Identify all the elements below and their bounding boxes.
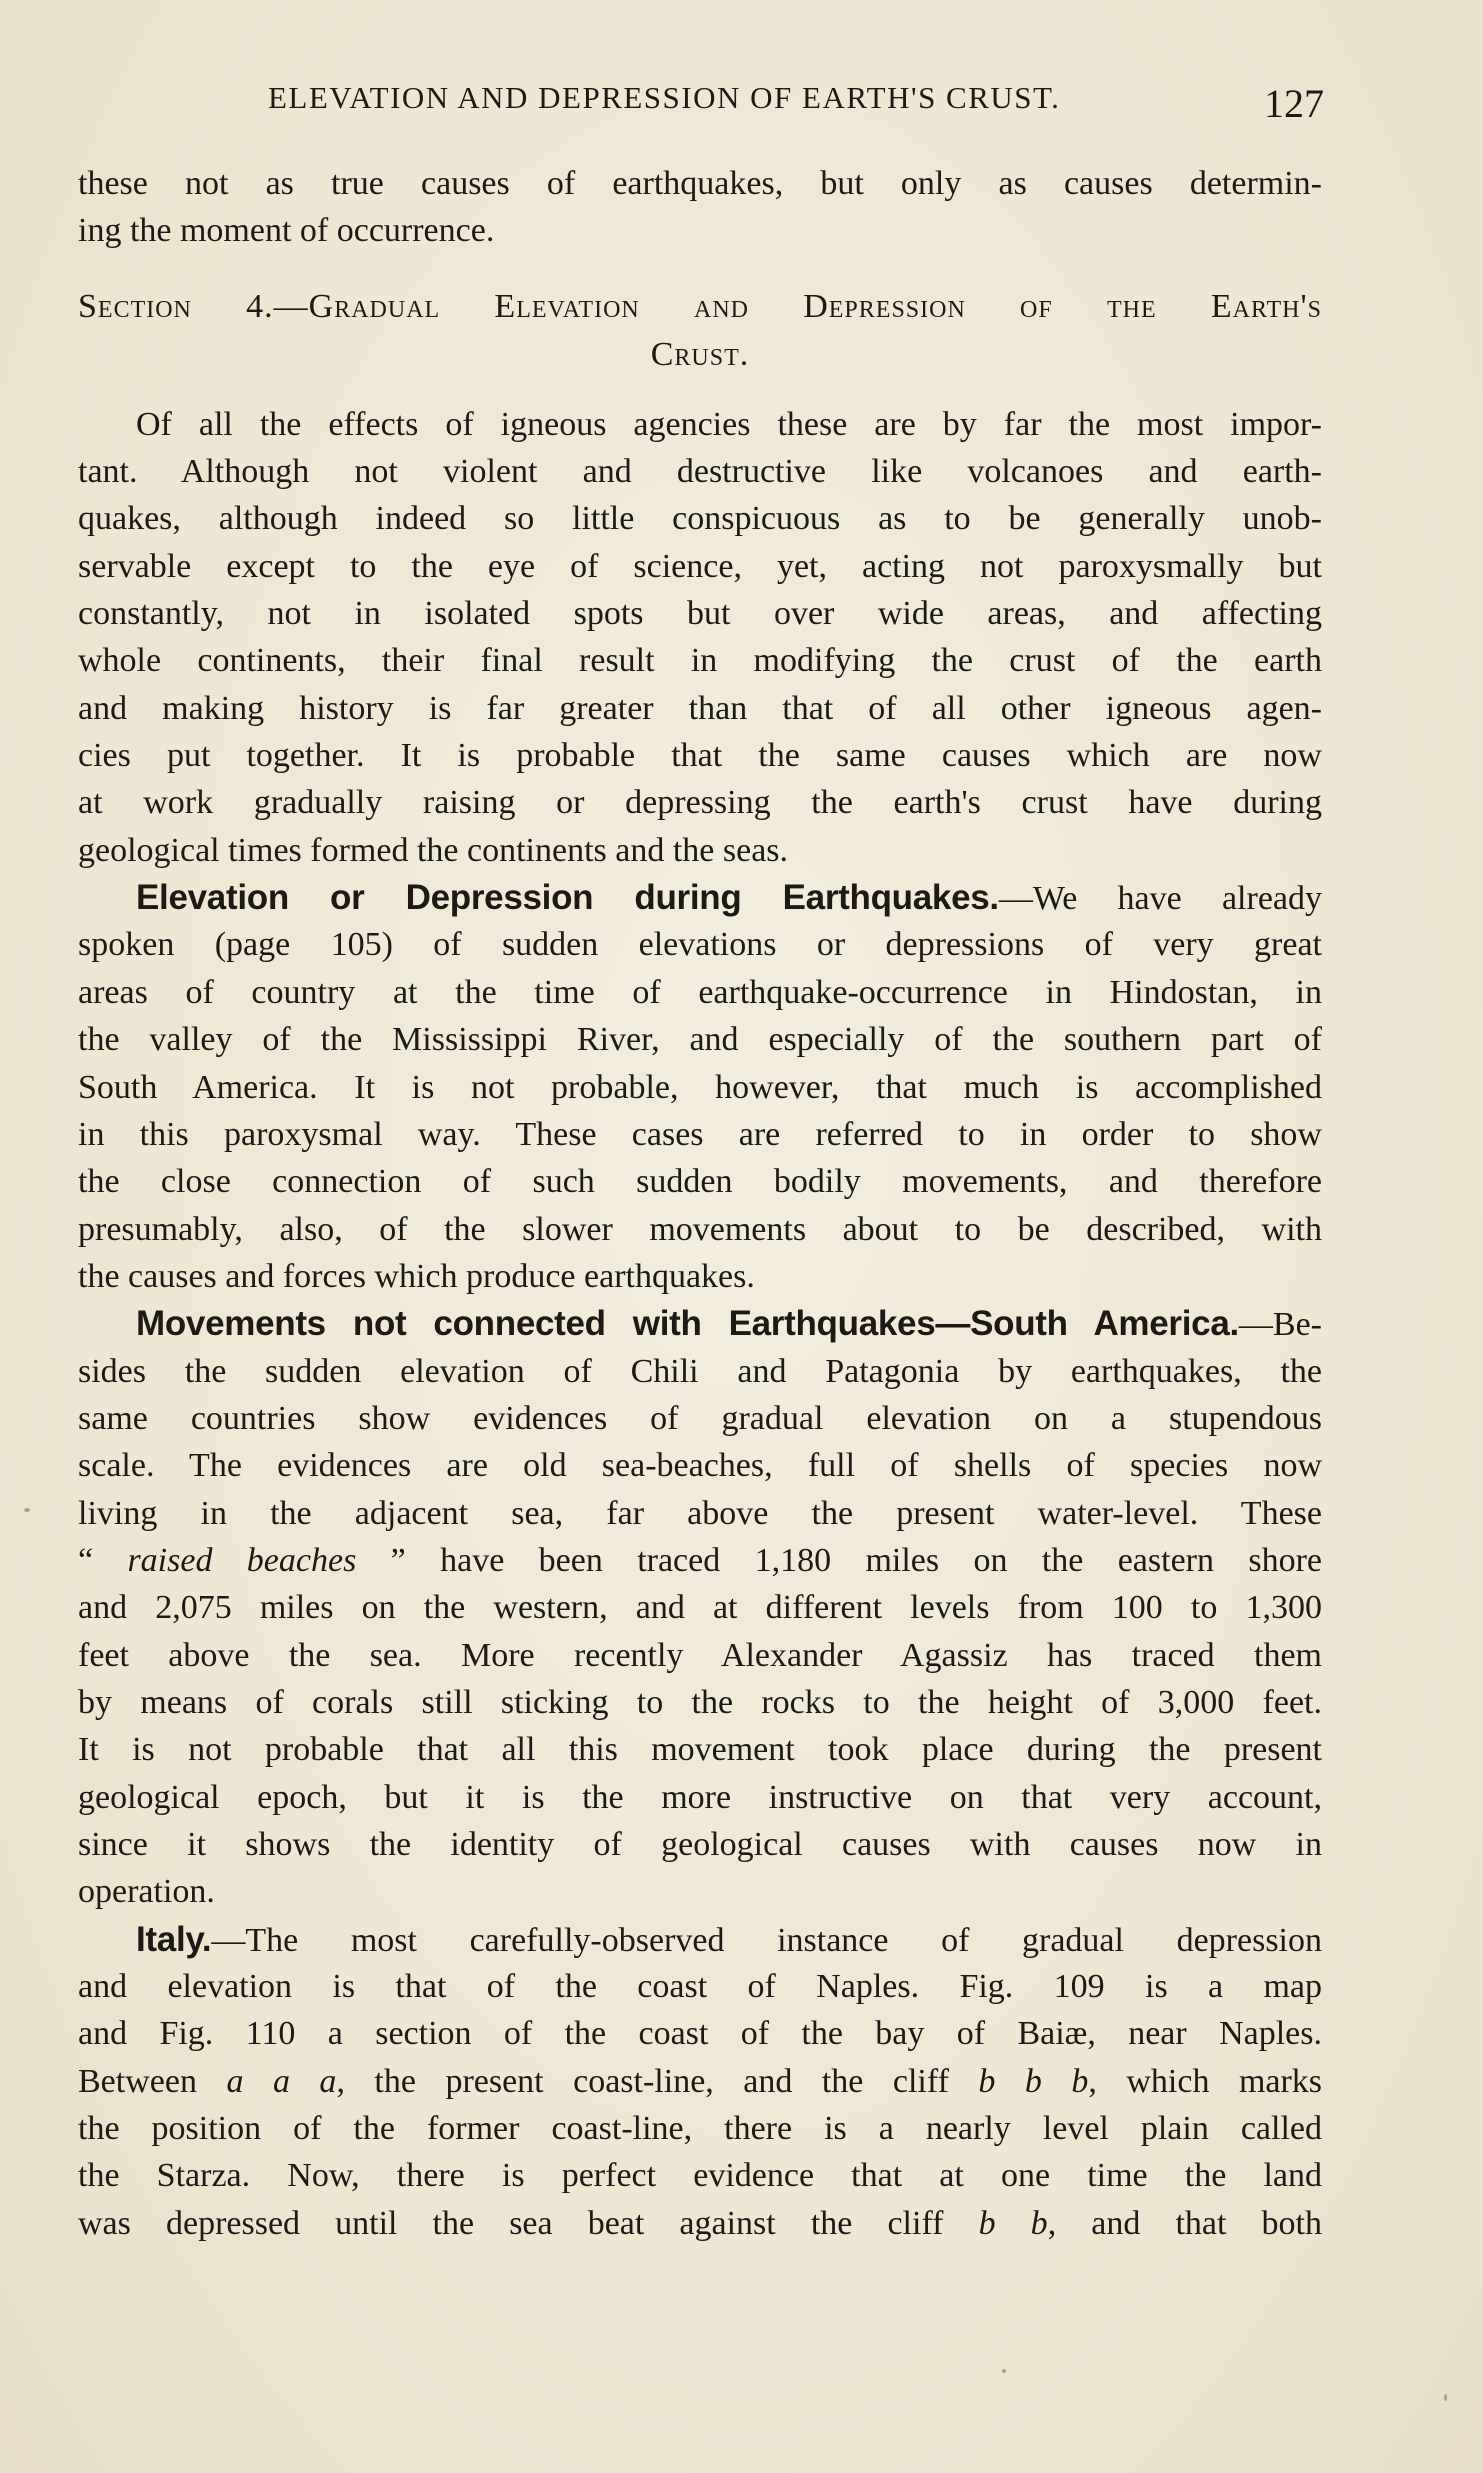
- text-line: [78, 1632, 1322, 1679]
- text-line: [78, 160, 1322, 207]
- text-segment: —We have already: [998, 880, 1322, 918]
- text-line: [78, 1490, 1322, 1537]
- text-segment: tant. Although not violent and destructive like volcanoes and earth-: [78, 453, 1322, 491]
- text-segment: and elevation is that of the coast of Naples. Fig. 109 is a map: [78, 1968, 1322, 2006]
- text-segment: the position of the former coast-line, there is a nearly level plain called: [78, 2110, 1322, 2148]
- text-line: [78, 732, 1322, 779]
- paper-speck: [24, 1508, 30, 1512]
- text-line: [78, 1395, 1322, 1442]
- text-segment: servable except to the eye of science, yet, acting not paroxysmally but: [78, 547, 1322, 585]
- text-segment: Of all the effects of igneous agencies these are by far the most impor-: [136, 405, 1322, 443]
- text-line: [78, 1016, 1322, 1063]
- text-segment: the close connection of such sudden bodily movements, and therefore: [78, 1163, 1322, 1201]
- text-segment: at work gradually raising or depressing the earth's crust have during: [78, 784, 1322, 822]
- text-line: [78, 779, 1322, 826]
- text-line: [78, 1868, 1322, 1915]
- text-segment: ” have been traced 1,180 miles on the eastern shore: [356, 1541, 1322, 1579]
- text-segment: geological times formed the continents and the seas.: [78, 831, 789, 869]
- text-line: [78, 1158, 1322, 1205]
- text-segment: scale. The evidences are old sea-beaches, full of shells of species now: [78, 1447, 1322, 1485]
- text-segment: in this paroxysmal way. These cases are referred to in order to show: [78, 1115, 1322, 1153]
- text-line: [78, 1348, 1322, 1395]
- text-line: [78, 543, 1322, 590]
- text-segment: the valley of the Mississippi River, and especially of the southern part of: [78, 1021, 1322, 1059]
- page-number: 127: [1264, 81, 1324, 126]
- text-line: [78, 1253, 1322, 1300]
- text-line: [78, 590, 1322, 637]
- text-line: [78, 1916, 1322, 1963]
- text-segment: It is not probable that all this movement took place during the present: [78, 1731, 1322, 1769]
- text-line: [78, 1537, 1322, 1584]
- italic-text: b b: [978, 2204, 1048, 2242]
- text-line: [78, 2058, 1322, 2105]
- text-segment: areas of country at the time of earthquake-occurrence in Hindostan, in: [78, 973, 1322, 1011]
- text-segment: whole continents, their final result in modifying the crust of the earth: [78, 642, 1322, 680]
- text-segment: the causes and forces which produce earthquakes.: [78, 1257, 755, 1295]
- text-segment: , the present coast-line, and the cliff: [336, 2062, 979, 2100]
- text-segment: Between: [78, 2062, 227, 2100]
- text-segment: was depressed until the sea beat against the cliff: [78, 2204, 979, 2242]
- section-heading-line: Crust.: [650, 335, 750, 373]
- text-line: [78, 1442, 1322, 1489]
- text-line: [78, 2105, 1322, 2152]
- text-line: [78, 874, 1322, 921]
- section-gap: [78, 255, 1322, 283]
- paper-speck: [1444, 2394, 1447, 2401]
- text-segment: living in the adjacent sea, far above the present water-level. These: [78, 1494, 1322, 1532]
- text-line: [78, 1726, 1322, 1773]
- running-head: [78, 76, 1322, 136]
- text-line: [78, 1300, 1322, 1347]
- text-segment: operation.: [78, 1873, 215, 1911]
- text-segment: presumably, also, of the slower movements about to be described, with: [78, 1210, 1322, 1248]
- text-line: [78, 685, 1322, 732]
- text-line: [78, 1206, 1322, 1253]
- text-line: [78, 207, 1322, 254]
- text-segment: and making history is far greater than that of all other igneous agen-: [78, 689, 1322, 727]
- section-heading-line: Section 4.—Gradual Elevation and Depression of the Earth's: [78, 287, 1322, 325]
- text-line: [78, 1064, 1322, 1111]
- text-segment: same countries show evidences of gradual elevation on a stupendous: [78, 1399, 1322, 1437]
- text-segment: the Starza. Now, there is perfect evidence that at one time the land: [78, 2157, 1322, 2195]
- text-segment: since it shows the identity of geological causes with causes now in: [78, 1826, 1322, 1863]
- run-in-heading: Italy.: [136, 1919, 212, 1959]
- text-line: [78, 1111, 1322, 1158]
- text-segment: geological epoch, but it is the more instructive on that very account,: [78, 1778, 1322, 1816]
- paper-speck: [1002, 2369, 1006, 2373]
- text-segment: spoken (page 105) of sudden elevations or depressions of very great: [78, 926, 1322, 964]
- text-line: [78, 637, 1322, 684]
- italic-text: raised beaches: [127, 1541, 357, 1579]
- italic-text: b b b: [978, 2062, 1089, 2100]
- italic-text: a a a: [226, 2062, 337, 2100]
- text-segment: “: [78, 1541, 128, 1579]
- text-segment: —Be-: [1238, 1306, 1322, 1344]
- text-segment: these not as true causes of earthquakes, but only as causes determin-: [78, 165, 1322, 202]
- text-line: [78, 2152, 1322, 2199]
- text-segment: feet above the sea. More recently Alexander Agassiz has traced them: [78, 1636, 1322, 1674]
- text-segment: constantly, not in isolated spots but over wide areas, and affecting: [78, 595, 1322, 633]
- text-segment: —The most carefully-observed instance of gradual depression: [211, 1921, 1322, 1959]
- text-line: [78, 827, 1322, 874]
- run-in-heading: Elevation or Depression during Earthquakes.: [136, 878, 999, 918]
- text-line: [78, 1774, 1322, 1821]
- text-line: [78, 921, 1322, 968]
- text-line: [78, 969, 1322, 1016]
- body-text: [78, 160, 1322, 2247]
- text-line: [78, 1821, 1322, 1868]
- running-title: ELEVATION AND DEPRESSION OF EARTH'S CRUST.: [268, 80, 1061, 115]
- text-segment: quakes, although indeed so little conspicuous as to be generally unob-: [78, 500, 1322, 538]
- text-line: [78, 1584, 1322, 1631]
- run-in-heading: Movements not connected with Earthquakes—South America.: [136, 1304, 1239, 1344]
- text-segment: cies put together. It is probable that the same causes which are now: [78, 737, 1322, 775]
- text-segment: by means of corals still sticking to the rocks to the height of 3,000 feet.: [78, 1683, 1322, 1721]
- text-segment: sides the sudden elevation of Chili and Patagonia by earthquakes, the: [78, 1352, 1322, 1390]
- heading-gap: [78, 379, 1322, 401]
- text-segment: , and that both: [1047, 2204, 1322, 2242]
- text-segment: , which marks: [1088, 2062, 1322, 2100]
- text-segment: ing the moment of occurrence.: [78, 212, 495, 250]
- text-line: [78, 448, 1322, 495]
- text-line: [78, 2200, 1322, 2247]
- text-line: [78, 1963, 1322, 2010]
- text-line: [78, 1679, 1322, 1726]
- text-line: [78, 401, 1322, 448]
- text-line: [78, 495, 1322, 542]
- text-segment: South America. It is not probable, however, that much is accomplished: [78, 1068, 1322, 1106]
- text-segment: and 2,075 miles on the western, and at different levels from 100 to 1,300: [78, 1589, 1322, 1627]
- text-segment: and Fig. 110 a section of the coast of the bay of Baiæ, near Naples.: [78, 2015, 1322, 2053]
- text-line: [78, 2010, 1322, 2057]
